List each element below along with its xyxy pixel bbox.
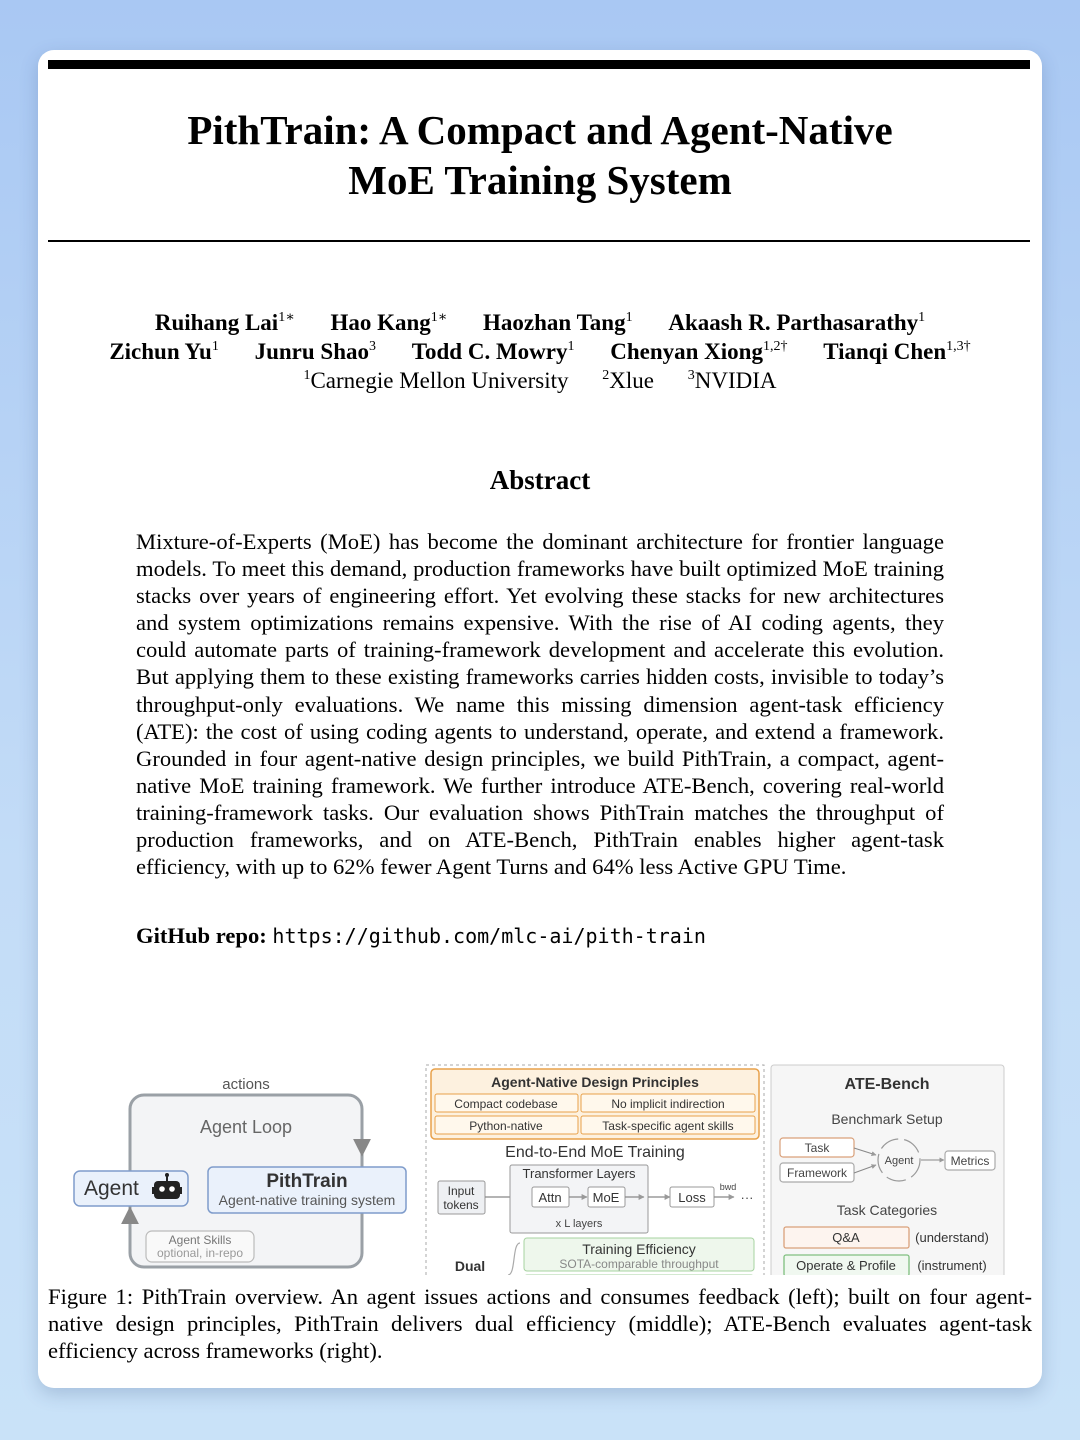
bwd-label: bwd <box>719 1182 737 1192</box>
dual-label: Dual <box>454 1258 486 1274</box>
framework-label: Framework <box>786 1166 848 1180</box>
attn-label: Attn <box>538 1190 562 1205</box>
ellipsis: ··· <box>740 1190 754 1205</box>
top-rule <box>48 60 1030 69</box>
operate-category-label: Operate & Profile <box>796 1258 896 1273</box>
abstract-text: Mixture-of-Experts (MoE) has become the dominant architecture for frontier language models. To meet this demand, production frameworks have built optimized MoE training stacks over years of engineering effort. Yet evolving these stacks for new architectures and system optimizations remains expensive. With the rise of AI coding agents, they could automate parts of training-framework development and accelerate this evolution. But applying them to these existing frameworks carries hidden costs, invisible to today’s throughput-only evaluations. We name this missing dimension agent-task efficiency (ATE): the cost of using coding agents to understand, operate, and extend a framework. Grounded in four agent-native design principles, we build PithTrain, a compact, agent-native MoE training framework. We further introduce ATE-Bench, covering real-world training-framework tasks. Our evaluation shows PithTrain matches the throughput of production frameworks, and on ATE-Bench, PithTrain enables higher agent-task efficiency, with up to 62% fewer Agent Turns and 64% less Active GPU Time. <box>136 529 944 880</box>
author: Hao Kang$^{1∗}$ <box>330 310 448 335</box>
ate-bench-title: ATE-Bench <box>844 1076 930 1093</box>
pithtrain-label: PithTrain <box>266 1171 348 1192</box>
author: Todd C. Mowry$^1$ <box>411 339 575 364</box>
paper-title <box>38 105 1042 205</box>
metrics-label: Metrics <box>950 1154 990 1168</box>
actions-label: actions <box>222 1076 270 1093</box>
principles-title: Agent-Native Design Principles <box>491 1074 699 1090</box>
skills-line-2: optional, in-repo <box>156 1246 244 1260</box>
ate-bench-panel <box>771 1065 1004 1275</box>
qa-category-note: (understand) <box>915 1230 989 1245</box>
affiliation: $^1$Carnegie Mellon University <box>303 368 569 393</box>
affiliation: $^3$NVIDIA <box>687 368 777 393</box>
author: Tianqi Chen$^{1,3\dagger}$ <box>823 339 971 364</box>
author: Zichun Yu$^1$ <box>109 339 219 364</box>
title-line-2: MoE Training System <box>348 157 732 203</box>
author: Akaash R. Parthasarathy$^1$ <box>668 310 926 335</box>
principle-item: Python-native <box>469 1119 543 1133</box>
authors-row-2 <box>38 337 1042 366</box>
task-label: Task <box>804 1141 830 1155</box>
affiliation: $^2$Xlue <box>602 368 654 393</box>
moe-label: MoE <box>592 1190 620 1205</box>
transformer-layers-label: Transformer Layers <box>522 1166 636 1181</box>
author: Junru Shao$^3$ <box>254 339 377 364</box>
author-block <box>38 308 1042 395</box>
figure-caption: Figure 1: PithTrain overview. An agent issues actions and consumes feedback (left); built on four agent-native design principles, PithTrain delivers dual efficiency (middle); ATE-Bench evaluates agent-task efficiency across frameworks (right). <box>48 1284 1032 1364</box>
paper-card <box>38 50 1042 1388</box>
authors-row-1 <box>38 308 1042 337</box>
agent-loop-panel <box>74 1076 406 1275</box>
input-label: Input <box>447 1184 475 1198</box>
tokens-label: tokens <box>443 1198 479 1212</box>
agent-label: Agent <box>84 1177 139 1200</box>
overview-figure <box>38 1005 1042 1275</box>
loss-label: Loss <box>678 1190 706 1205</box>
e2e-title: End-to-End MoE Training <box>505 1144 685 1161</box>
principle-item: Compact codebase <box>454 1097 558 1111</box>
author: Chenyan Xiong$^{1,2\dagger}$ <box>610 339 788 364</box>
github-link[interactable]: https://github.com/mlc-ai/pith-train <box>272 924 706 948</box>
author: Ruihang Lai$^{1∗}$ <box>154 310 295 335</box>
github-label: GitHub repo: <box>136 923 267 948</box>
pithtrain-sub: Agent-native training system <box>218 1192 396 1208</box>
training-efficiency-label: Training Efficiency <box>582 1241 696 1257</box>
author: Haozhan Tang$^1$ <box>483 310 633 335</box>
title-line-1: PithTrain: A Compact and Agent-Native <box>187 107 893 153</box>
benchmark-setup-label: Benchmark Setup <box>831 1111 943 1127</box>
operate-category-note: (instrument) <box>917 1258 987 1273</box>
principle-item: Task-specific agent skills <box>602 1119 734 1133</box>
training-efficiency-sub: SOTA-comparable throughput <box>559 1257 719 1271</box>
agent-cycle-label: Agent <box>884 1155 914 1167</box>
title-bottom-rule <box>48 240 1030 242</box>
agent-loop-label: Agent Loop <box>199 1117 293 1137</box>
pithtrain-panel <box>426 1065 764 1275</box>
affiliations <box>38 366 1042 395</box>
layers-label: x L layers <box>555 1218 603 1230</box>
task-categories-label: Task Categories <box>836 1202 938 1218</box>
qa-category-label: Q&A <box>832 1230 860 1245</box>
github-line <box>136 923 706 949</box>
principle-item: No implicit indirection <box>611 1097 725 1111</box>
abstract-heading: Abstract <box>489 465 591 495</box>
skills-line-1: Agent Skills <box>168 1233 232 1247</box>
